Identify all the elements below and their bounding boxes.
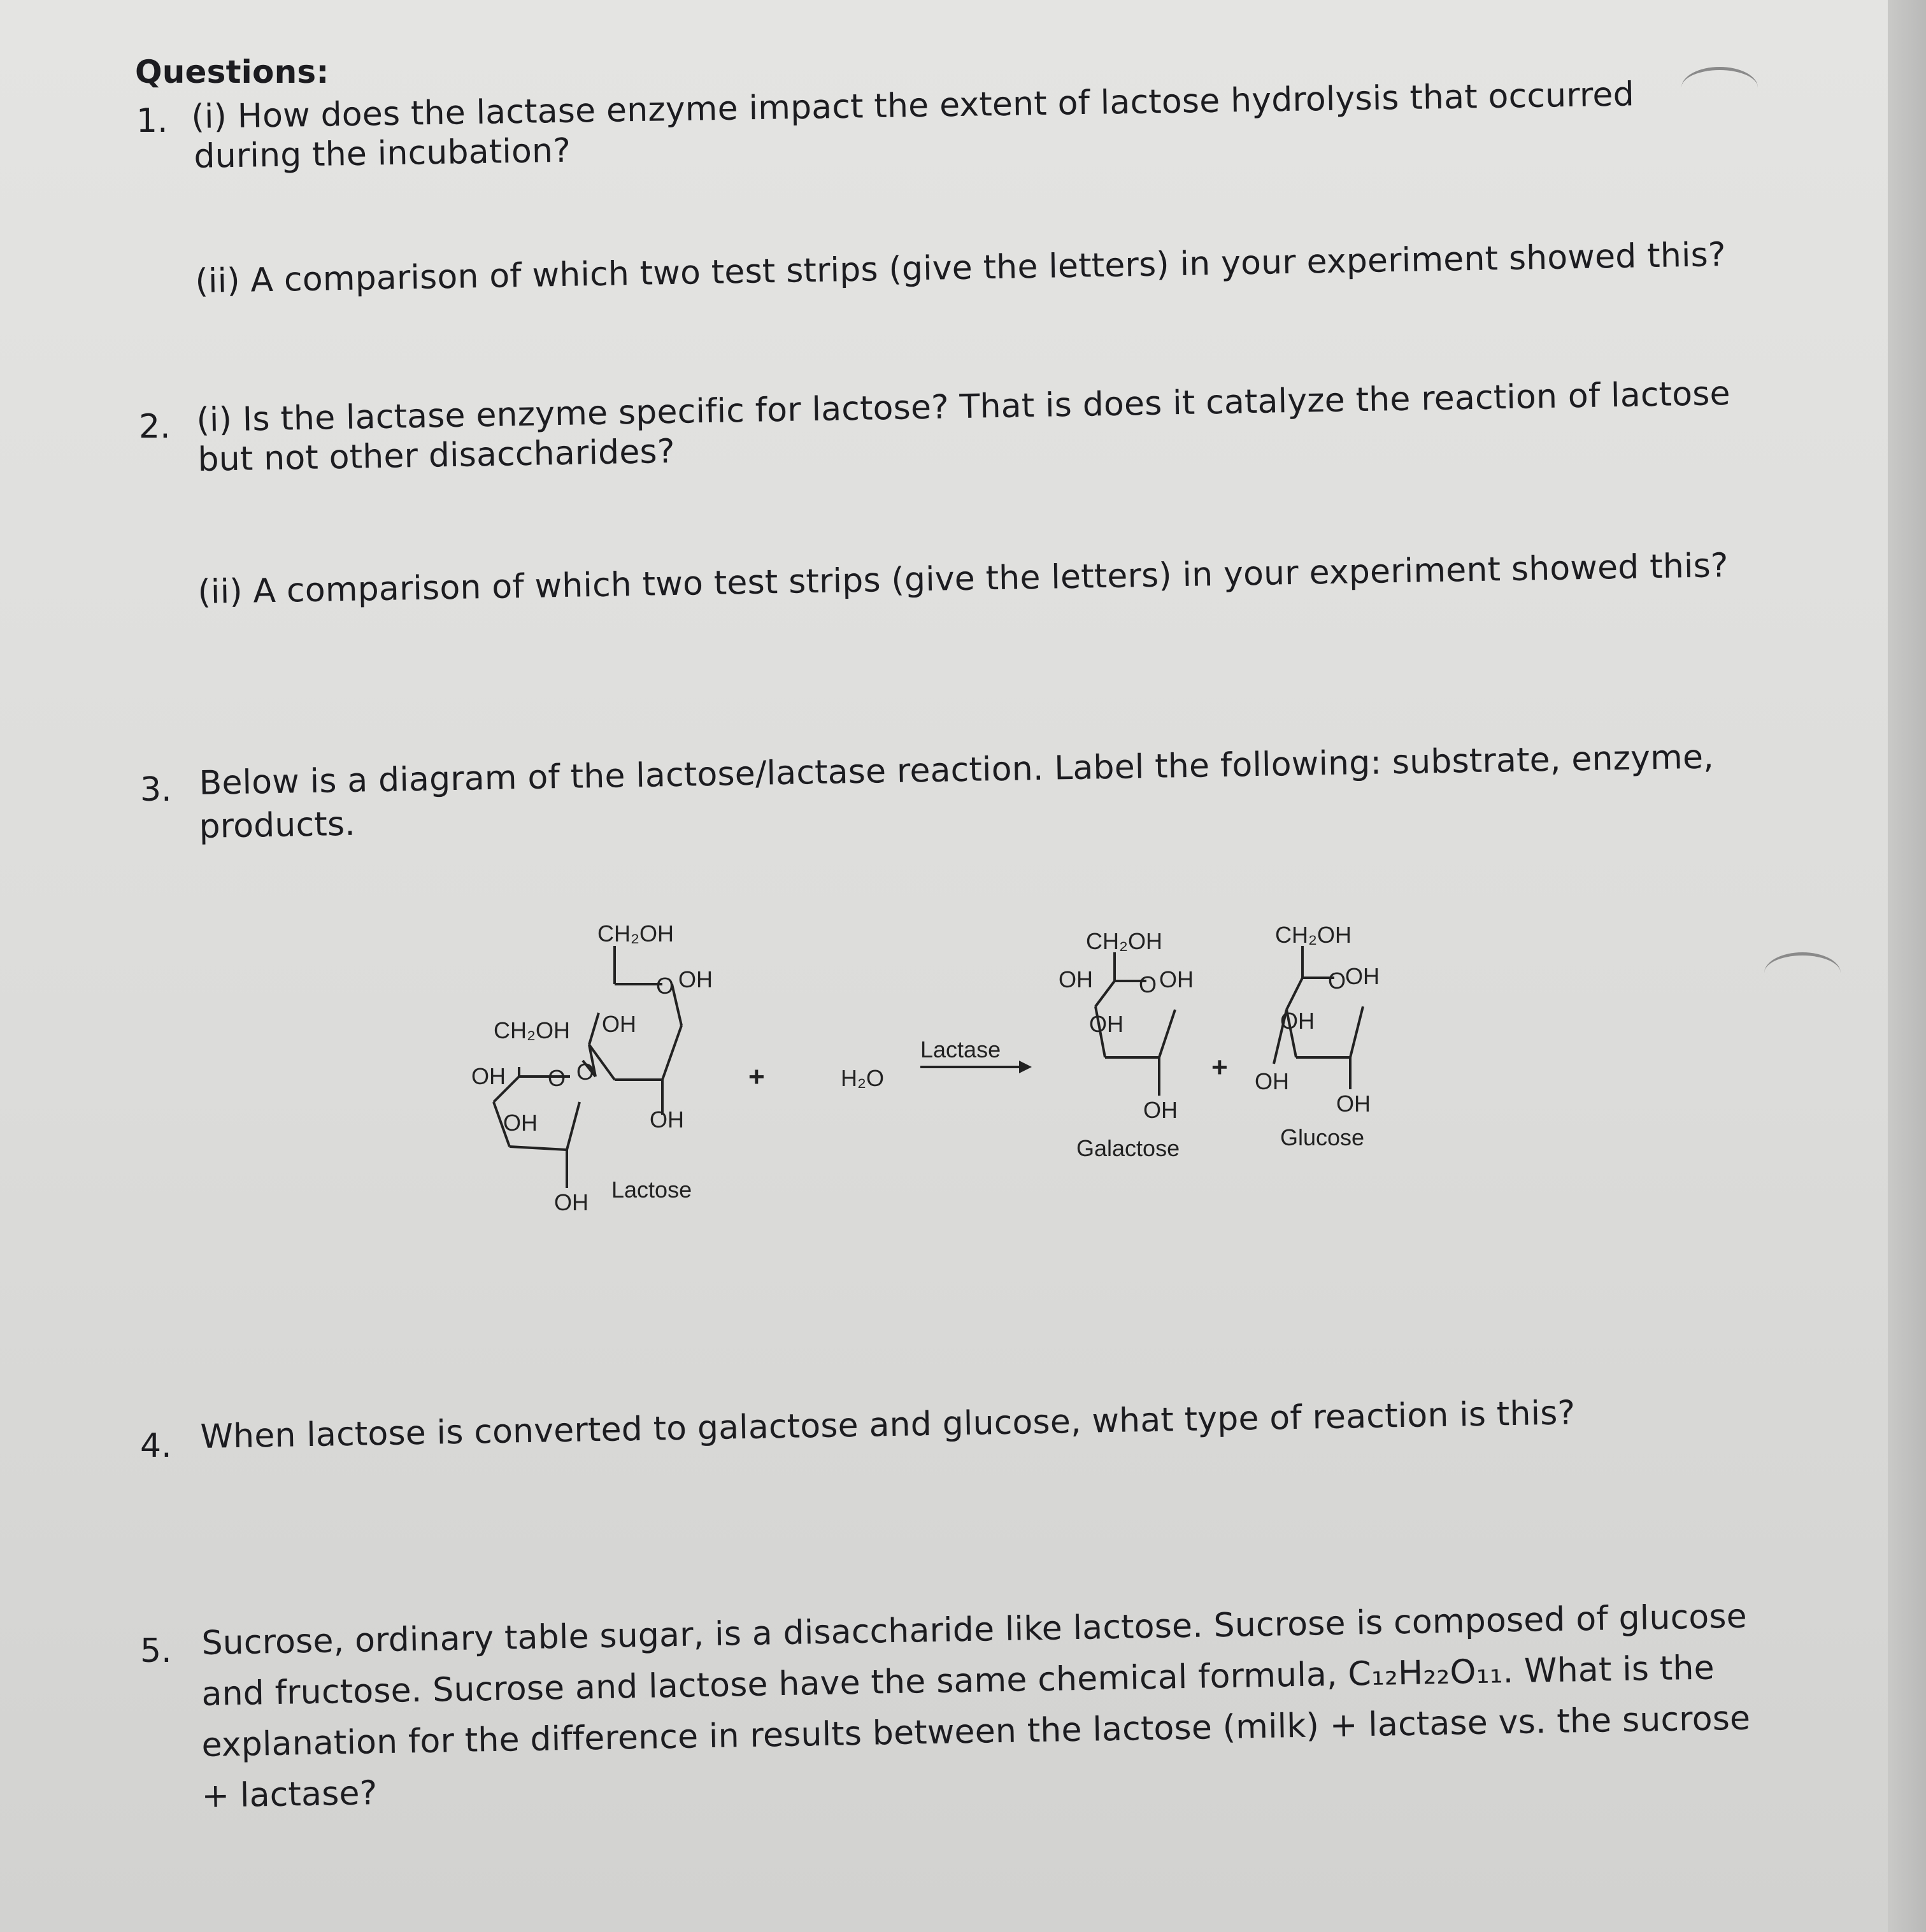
galactose-oh-ring: OH (1089, 1011, 1124, 1037)
question-5-line-4: + lactase? (201, 1774, 378, 1815)
lactose-oh-mid: OH (602, 1011, 636, 1037)
galactose-ch2oh: CH₂OH (1086, 928, 1162, 954)
question-2-number: 2. (139, 408, 171, 446)
page-heading: Questions: (135, 54, 329, 90)
galactose-oh-bottom: OH (1143, 1097, 1178, 1123)
water-label: H₂O (841, 1065, 884, 1091)
glucose-label: Glucose (1280, 1124, 1365, 1150)
lactose-oh-top-right: OH (678, 966, 713, 992)
reaction-arrow-head (1019, 1061, 1032, 1073)
lactose-oh-left: OH (471, 1063, 506, 1089)
glucose-oh-right: OH (1345, 963, 1380, 989)
lactose-label: Lactose (611, 1177, 692, 1203)
lactose-link-o: O (576, 1059, 595, 1085)
question-4-line-1: When lactose is converted to galactose and glucose, what type of reaction is this? (200, 1394, 1576, 1456)
lactose-lactase-reaction-diagram (459, 905, 1439, 1261)
galactose-oh-right: OH (1159, 966, 1194, 992)
galactose-label: Galactose (1076, 1135, 1180, 1161)
question-1-number: 1. (136, 102, 168, 140)
question-3-number: 3. (140, 771, 172, 809)
question-1-part-ii: (ii) A comparison of which two test strips (give the letters) in your experiment showed this? (195, 236, 1727, 301)
question-2-part-i-line-1: (i) Is the lactase enzyme specific for lactose? That is does it catalyze the reaction of lactose (196, 374, 1731, 440)
enzyme-label: Lactase (920, 1036, 1001, 1063)
question-5-number: 5. (140, 1632, 172, 1670)
question-2-part-i-line-2: but not other disaccharides? (197, 432, 676, 479)
lactose-ch2oh-top: CH₂OH (597, 920, 674, 947)
question-5-line-2: and fructose. Sucrose and lactose have the same chemical formula, C₁₂H₂₂O₁₁. What is the (201, 1649, 1715, 1714)
glucose-oh-ring: OH (1280, 1008, 1315, 1034)
glucose-ring-o: O (1328, 968, 1346, 994)
question-5-line-3: explanation for the difference in results between the lactose (milk) + lactase vs. the sucrose (201, 1699, 1751, 1764)
lactose-ring-o-left: O (548, 1065, 566, 1091)
lactose-oh-ring-left: OH (503, 1110, 538, 1136)
question-3-line-2: products. (199, 805, 356, 846)
glucose-oh-bottom: OH (1336, 1091, 1371, 1117)
question-2-part-ii: (ii) A comparison of which two test strips (give the letters) in your experiment showed this? (197, 547, 1729, 612)
plus-sign-1: + (748, 1061, 765, 1092)
question-4-number: 4. (140, 1427, 172, 1465)
glucose-ch2oh: CH₂OH (1275, 922, 1352, 948)
galactose-ring-o: O (1139, 971, 1157, 998)
question-1-part-i-line-1: (i) How does the lactase enzyme impact the extent of lactose hydrolysis that occurred (191, 75, 1635, 136)
lactose-ring-o-top: O (656, 973, 674, 999)
lactose-oh-bottom-right: OH (650, 1106, 684, 1133)
lactose-ch2oh-left: CH₂OH (494, 1017, 570, 1043)
question-1-part-i-line-2: during the incubation? (194, 131, 571, 176)
lactose-structure-lines (494, 946, 1363, 1188)
galactose-oh-left: OH (1059, 966, 1093, 992)
glucose-oh-left-bottom: OH (1255, 1068, 1289, 1094)
plus-sign-2: + (1211, 1052, 1228, 1083)
lactose-oh-bottom: OH (554, 1189, 588, 1215)
question-3-line-1: Below is a diagram of the lactose/lactase reaction. Label the following: substrate, enzyme, (199, 738, 1715, 803)
question-5-line-1: Sucrose, ordinary table sugar, is a disaccharide like lactose. Sucrose is composed of glucose (201, 1597, 1748, 1663)
